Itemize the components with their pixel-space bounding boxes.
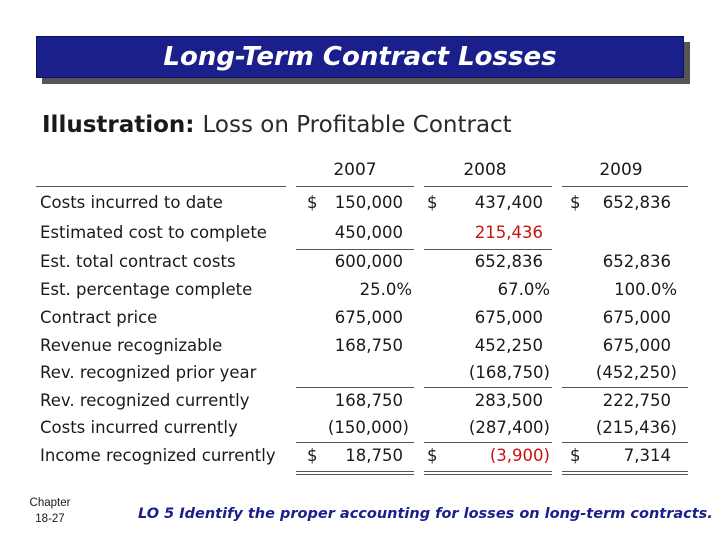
row-label-costs-incurred-currently: Costs incurred currently — [40, 418, 238, 437]
chapter-reference — [20, 495, 80, 527]
cell-2009-rev-recognized-prior-year: (452,250) — [595, 363, 677, 382]
cell-2009-costs-incurred-to-date: 652,836 — [602, 193, 671, 212]
cell-2007-est-total-contract-costs: 600,000 — [334, 252, 403, 271]
rule-line — [424, 471, 552, 472]
cell-2008-revenue-recognizable: 452,250 — [474, 336, 543, 355]
rule-line — [424, 249, 552, 250]
rule-line — [562, 474, 688, 475]
rule-line — [296, 442, 414, 443]
cell-2009-rev-recognized-currently: 222,750 — [602, 391, 671, 410]
dollar-sign: $ — [307, 446, 318, 465]
header-rule-2008 — [424, 186, 552, 187]
cell-2008-costs-incurred-to-date: 437,400 — [474, 193, 543, 212]
dollar-sign: $ — [570, 446, 581, 465]
cell-2008-est-total-contract-costs: 652,836 — [474, 252, 543, 271]
cell-2009-costs-incurred-currently: (215,436) — [595, 418, 677, 437]
rule-line — [562, 471, 688, 472]
dollar-sign: $ — [427, 446, 438, 465]
cell-2008-est-percentage-complete: 67.0% — [497, 280, 550, 299]
cell-2009-revenue-recognizable: 675,000 — [602, 336, 671, 355]
cell-2007-costs-incurred-to-date: 150,000 — [334, 193, 403, 212]
rule-line — [296, 249, 414, 250]
cell-2007-contract-price: 675,000 — [334, 308, 403, 327]
subtitle-text: Loss on Profitable Contract — [202, 112, 512, 138]
rule-line — [424, 442, 552, 443]
rule-line — [562, 387, 688, 388]
row-label-rev-recognized-currently: Rev. recognized currently — [40, 391, 250, 410]
rule-line — [562, 442, 688, 443]
rule-line — [424, 474, 552, 475]
subtitle — [42, 112, 512, 138]
row-label-contract-price: Contract price — [40, 308, 158, 327]
subtitle-label: Illustration: — [42, 112, 195, 138]
slide-title: Long-Term Contract Losses — [163, 42, 557, 72]
cell-2008-costs-incurred-currently: (287,400) — [468, 418, 550, 437]
cell-2008-income-recognized-currently: (3,900) — [489, 446, 550, 465]
cell-2008-contract-price: 675,000 — [474, 308, 543, 327]
year-header-2009: 2009 — [599, 160, 643, 180]
rule-line — [296, 387, 414, 388]
cell-2007-estimated-cost-to-complete: 450,000 — [334, 223, 403, 242]
row-label-estimated-cost-to-complete: Estimated cost to complete — [40, 223, 267, 242]
header-rule-2009 — [562, 186, 688, 187]
learning-objective: LO 5 Identify the proper accounting for losses on long-term contracts. — [138, 506, 713, 522]
cell-2009-contract-price: 675,000 — [602, 308, 671, 327]
rule-line — [296, 471, 414, 472]
title-banner — [36, 36, 684, 78]
cell-2009-income-recognized-currently: 7,314 — [623, 446, 671, 465]
dollar-sign: $ — [307, 193, 318, 212]
cell-2008-estimated-cost-to-complete: 215,436 — [474, 223, 543, 242]
year-header-2007: 2007 — [333, 160, 377, 180]
row-label-income-recognized-currently: Income recognized currently — [40, 446, 276, 465]
dollar-sign: $ — [570, 193, 581, 212]
cell-2007-costs-incurred-currently: (150,000) — [327, 418, 409, 437]
row-label-costs-incurred-to-date: Costs incurred to date — [40, 193, 223, 212]
row-label-est-total-contract-costs: Est. total contract costs — [40, 252, 236, 271]
dollar-sign: $ — [427, 193, 438, 212]
row-label-rev-recognized-prior-year: Rev. recognized prior year — [40, 363, 257, 382]
cell-2007-rev-recognized-currently: 168,750 — [334, 391, 403, 410]
cell-2008-rev-recognized-prior-year: (168,750) — [468, 363, 550, 382]
chapter-label: Chapter — [29, 497, 71, 509]
header-rule-2007 — [296, 186, 414, 187]
cell-2009-est-total-contract-costs: 652,836 — [602, 252, 671, 271]
cell-2007-income-recognized-currently: 18,750 — [345, 446, 403, 465]
row-label-est-percentage-complete: Est. percentage complete — [40, 280, 253, 299]
cell-2009-est-percentage-complete: 100.0% — [614, 280, 677, 299]
header-rule-labels — [36, 186, 286, 187]
year-header-2008: 2008 — [463, 160, 507, 180]
rule-line — [296, 474, 414, 475]
chapter-page: 18-27 — [35, 513, 65, 525]
cell-2008-rev-recognized-currently: 283,500 — [474, 391, 543, 410]
cell-2007-est-percentage-complete: 25.0% — [359, 280, 412, 299]
row-label-revenue-recognizable: Revenue recognizable — [40, 336, 223, 355]
cell-2007-revenue-recognizable: 168,750 — [334, 336, 403, 355]
rule-line — [424, 387, 552, 388]
